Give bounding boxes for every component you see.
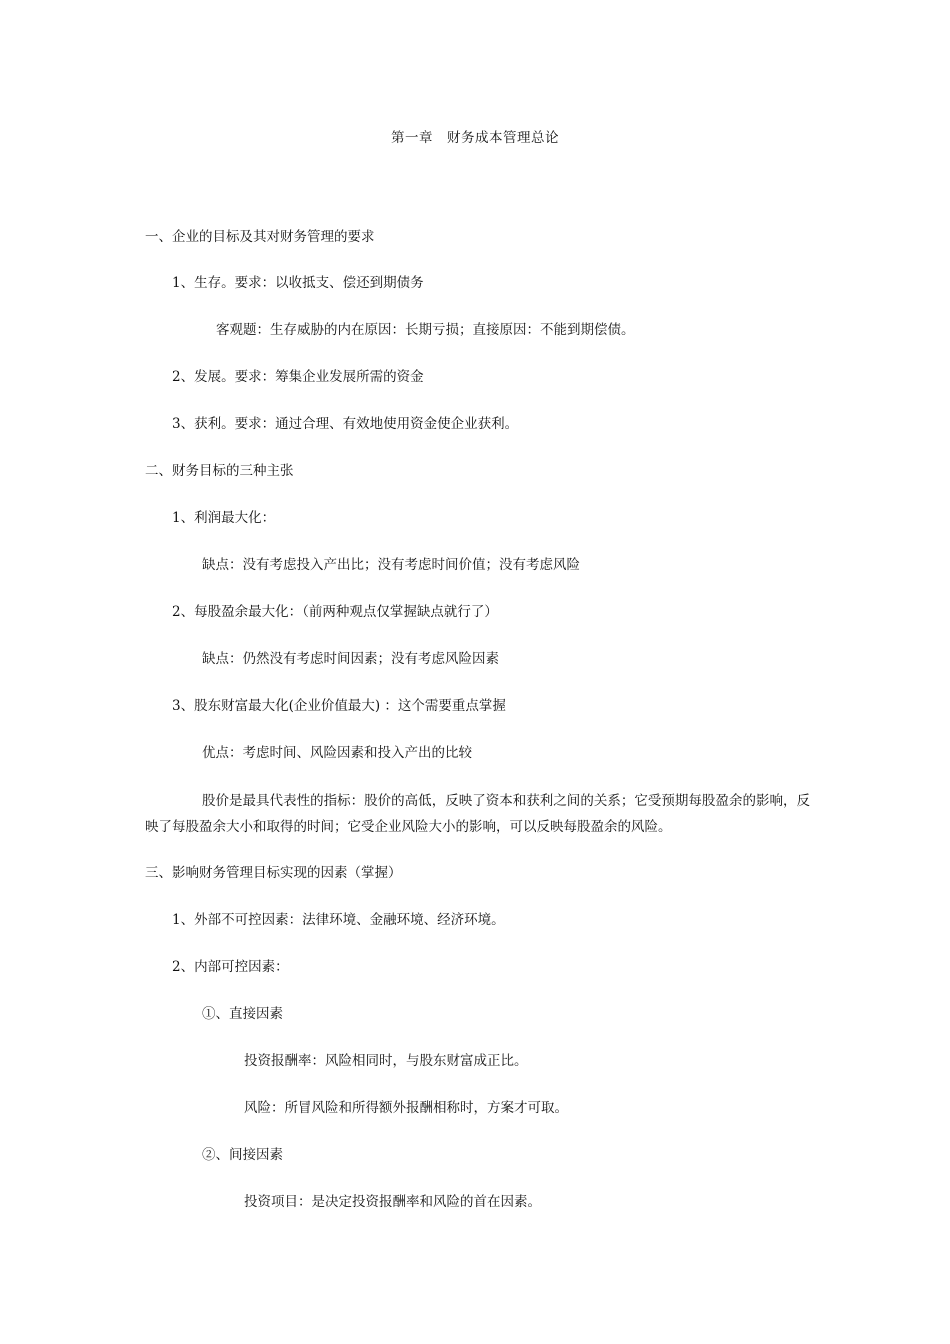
paragraph-stock-price: 股价是最具代表性的指标：股价的高低，反映了资本和获利之间的关系；它受预期每股盈余的影响，反映了每股盈余大小和取得的时间；它受企业风险大小的影响，可以反映每股盈余的风险。 bbox=[145, 793, 810, 835]
subitem-direct-factors: ①、直接因素 bbox=[202, 1006, 283, 1022]
section-heading-1: 一、企业的目标及其对财务管理的要求 bbox=[145, 229, 375, 245]
chapter-title: 第一章 财务成本管理总论 bbox=[391, 130, 559, 146]
item-eps-max: 2、每股盈余最大化：（前两种观点仅掌握缺点就行了） bbox=[172, 604, 498, 620]
note-risk: 风险：所冒风险和所得额外报酬相称时，方案才可取。 bbox=[244, 1100, 568, 1116]
item-development: 2、发展。要求：筹集企业发展所需的资金 bbox=[172, 369, 424, 385]
note-profit-max-drawbacks: 缺点：没有考虑投入产出比；没有考虑时间价值；没有考虑风险 bbox=[202, 557, 580, 573]
item-survival: 1、生存。要求：以收抵支、偿还到期债务 bbox=[172, 275, 424, 291]
item-profit-max: 1、利润最大化： bbox=[172, 510, 276, 526]
note-return-on-investment: 投资报酬率：风险相同时，与股东财富成正比。 bbox=[244, 1053, 528, 1069]
item-shareholder-wealth: 3、股东财富最大化(企业价值最大) ：这个需要重点掌握 bbox=[172, 698, 506, 714]
subitem-indirect-factors: ②、间接因素 bbox=[202, 1147, 283, 1163]
note-eps-max-drawbacks: 缺点：仍然没有考虑时间因素；没有考虑风险因素 bbox=[202, 651, 499, 667]
item-internal-factors: 2、内部可控因素： bbox=[172, 959, 289, 975]
note-investment-project: 投资项目：是决定投资报酬率和风险的首在因素。 bbox=[244, 1194, 541, 1210]
note-objective-question: 客观题：生存威胁的内在原因：长期亏损；直接原因：不能到期偿债。 bbox=[216, 322, 635, 338]
note-shareholder-wealth-advantages: 优点：考虑时间、风险因素和投入产出的比较 bbox=[202, 745, 472, 761]
section-heading-2: 二、财务目标的三种主张 bbox=[145, 463, 294, 479]
item-external-factors: 1、外部不可控因素：法律环境、金融环境、经济环境。 bbox=[172, 912, 505, 928]
section-heading-3: 三、影响财务管理目标实现的因素（掌握） bbox=[145, 865, 402, 881]
item-profit: 3、获利。要求：通过合理、有效地使用资金使企业获利。 bbox=[172, 416, 519, 432]
